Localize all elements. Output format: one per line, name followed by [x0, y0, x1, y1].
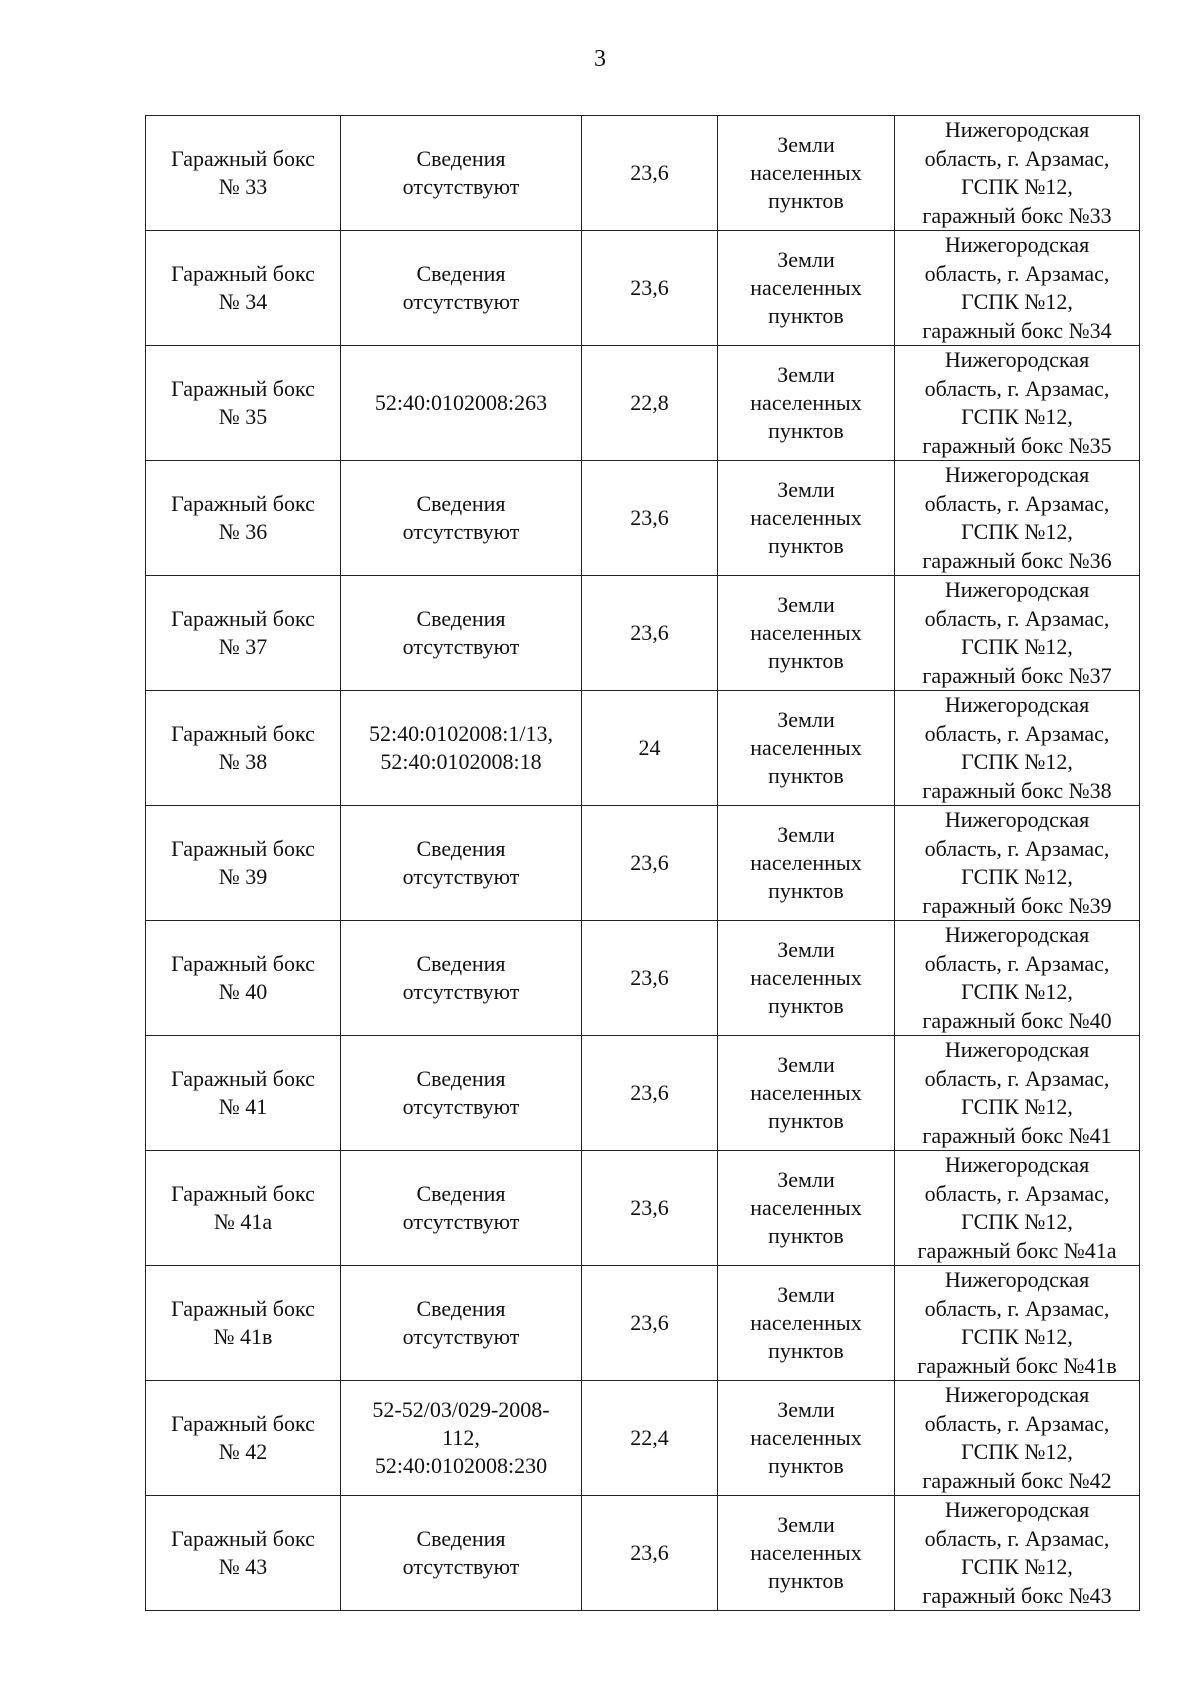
cell-address-line: ГСПК №12, [961, 519, 1073, 544]
cell-address [895, 921, 1140, 1036]
cell-area: 24 [582, 691, 718, 806]
cell-object-name-line: № 34 [218, 289, 268, 314]
cell-address-line: Нижегородская [944, 1037, 1090, 1062]
cell-object-name [146, 1036, 341, 1151]
cell-address-line: гаражный бокс №41а [917, 1237, 1117, 1263]
cell-land-category-line: населенных [750, 1425, 862, 1450]
cell-address-line: гаражный бокс №38 [922, 777, 1112, 803]
cell-land-category-line: пунктов [768, 1453, 844, 1478]
cell-land-category-line: Земли [777, 1167, 835, 1192]
cell-address-line: ГСПК №12, [961, 1439, 1073, 1464]
cell-cadastral-number-line: Сведения [416, 836, 506, 861]
cell-address [895, 576, 1140, 691]
cell-object-name [146, 461, 341, 576]
cell-address-line: область, г. Арзамас, [924, 1410, 1110, 1436]
cell-address-line: гаражный бокс №33 [922, 202, 1112, 228]
cell-address [895, 461, 1140, 576]
cell-cadastral-number-line: отсутствуют [402, 634, 520, 659]
cell-object-name-line: Гаражный бокс [171, 261, 315, 286]
cell-land-category-line: населенных [750, 735, 862, 760]
cell-object-name-line: Гаражный бокс [171, 836, 315, 861]
cell-object-name [146, 1151, 341, 1266]
cell-address-line: гаражный бокс №35 [922, 432, 1112, 458]
cell-cadastral-number-line: Сведения [416, 1066, 506, 1091]
cell-cadastral-number-line: Сведения [416, 606, 506, 631]
cell-address-line: гаражный бокс №43 [922, 1582, 1112, 1608]
table-row [146, 1266, 1140, 1381]
cell-land-category-line: пунктов [768, 1108, 844, 1133]
cell-area: 23,6 [582, 806, 718, 921]
cell-object-name [146, 116, 341, 231]
cell-land-category-line: пунктов [768, 1223, 844, 1248]
cell-land-category-line: Земли [777, 822, 835, 847]
cell-object-name-line: Гаражный бокс [171, 1066, 315, 1091]
cell-cadastral-number [341, 1036, 582, 1151]
cell-cadastral-number [341, 1266, 582, 1381]
cell-land-category-line: Земли [777, 592, 835, 617]
cell-address-line: ГСПК №12, [961, 289, 1073, 314]
table-row [146, 1151, 1140, 1266]
cell-land-category [718, 806, 895, 921]
cell-cadastral-number [341, 116, 582, 231]
cell-area: 22,8 [582, 346, 718, 461]
page-number: 3 [594, 46, 606, 72]
cell-object-name-line: № 33 [218, 174, 268, 199]
cell-object-name [146, 691, 341, 806]
cell-cadastral-number [341, 806, 582, 921]
cell-address-line: ГСПК №12, [961, 1554, 1073, 1579]
cell-address-line: гаражный бокс №34 [922, 317, 1112, 343]
cell-land-category-line: Земли [777, 132, 835, 157]
cell-land-category-line: Земли [777, 1282, 835, 1307]
cell-land-category [718, 1036, 895, 1151]
cell-address [895, 346, 1140, 461]
cell-cadastral-number-line: Сведения [416, 951, 506, 976]
cell-address-line: гаражный бокс №41 [922, 1122, 1112, 1148]
cell-object-name-line: № 42 [218, 1439, 268, 1464]
cell-object-name [146, 1496, 341, 1611]
cell-area: 23,6 [582, 461, 718, 576]
cell-address-line: Нижегородская [944, 577, 1090, 602]
cell-land-category-line: пунктов [768, 648, 844, 673]
cell-land-category-line: Земли [777, 1512, 835, 1537]
cell-object-name-line: № 41 [218, 1094, 268, 1119]
cell-address-line: ГСПК №12, [961, 1324, 1073, 1349]
cell-cadastral-number-line: отсутствуют [402, 864, 520, 889]
cell-address-line: область, г. Арзамас, [924, 375, 1110, 401]
cell-land-category [718, 346, 895, 461]
cell-object-name-line: № 38 [218, 749, 268, 774]
cell-land-category-line: пунктов [768, 533, 844, 558]
cell-object-name [146, 346, 341, 461]
cell-land-category-line: Земли [777, 937, 835, 962]
cell-land-category-line: Земли [777, 247, 835, 272]
cell-land-category [718, 116, 895, 231]
cell-area: 23,6 [582, 116, 718, 231]
cell-land-category-line: Земли [777, 1052, 835, 1077]
table-row [146, 1381, 1140, 1496]
cell-address-line: область, г. Арзамас, [924, 835, 1110, 861]
cell-address-line: Нижегородская [944, 232, 1090, 257]
cell-object-name [146, 231, 341, 346]
cell-cadastral-number-line: 52-52/03/029-2008- [372, 1397, 550, 1422]
cell-land-category-line: населенных [750, 390, 862, 415]
cell-cadastral-number-line: 52:40:0102008:18 [380, 749, 542, 774]
cell-cadastral-number-line: Сведения [416, 261, 506, 286]
cell-cadastral-number-line: отсутствуют [402, 1094, 520, 1119]
cell-object-name-line: № 40 [218, 979, 268, 1004]
cell-address [895, 1151, 1140, 1266]
cell-land-category-line: пунктов [768, 1568, 844, 1593]
cell-object-name-line: Гаражный бокс [171, 1181, 315, 1206]
cell-address-line: ГСПК №12, [961, 1094, 1073, 1119]
cell-cadastral-number-line: 52:40:0102008:1/13, [369, 721, 553, 746]
cell-land-category-line: населенных [750, 275, 862, 300]
cell-area: 23,6 [582, 1036, 718, 1151]
cell-land-category-line: населенных [750, 1080, 862, 1105]
cell-address-line: область, г. Арзамас, [924, 1295, 1110, 1321]
cell-address-line: Нижегородская [944, 462, 1090, 487]
cell-cadastral-number-line: Сведения [416, 1181, 506, 1206]
cell-address-line: ГСПК №12, [961, 404, 1073, 429]
cell-area: 23,6 [582, 1151, 718, 1266]
cell-address-line: Нижегородская [944, 807, 1090, 832]
cell-object-name-line: Гаражный бокс [171, 376, 315, 401]
cell-land-category [718, 1151, 895, 1266]
cell-cadastral-number-line: Сведения [416, 1526, 506, 1551]
cell-address-line: Нижегородская [944, 1497, 1090, 1522]
cell-object-name-line: № 39 [218, 864, 268, 889]
cell-object-name-line: № 41в [213, 1324, 273, 1349]
cell-address [895, 116, 1140, 231]
cell-land-category-line: населенных [750, 505, 862, 530]
cell-land-category [718, 691, 895, 806]
table-row [146, 921, 1140, 1036]
cell-cadastral-number [341, 231, 582, 346]
cell-land-category-line: пунктов [768, 418, 844, 443]
cell-cadastral-number-line: 52:40:0102008:263 [374, 390, 548, 415]
cell-object-name-line: Гаражный бокс [171, 951, 315, 976]
cell-address [895, 1381, 1140, 1496]
cell-land-category-line: населенных [750, 965, 862, 990]
cell-address-line: область, г. Арзамас, [924, 1065, 1110, 1091]
cell-cadastral-number-line: Сведения [416, 146, 506, 171]
cell-cadastral-number [341, 1496, 582, 1611]
cell-cadastral-number [341, 921, 582, 1036]
cell-address [895, 806, 1140, 921]
cell-address-line: гаражный бокс №40 [922, 1007, 1112, 1033]
cell-cadastral-number [341, 346, 582, 461]
cell-cadastral-number-line: отсутствуют [402, 1554, 520, 1579]
cell-object-name-line: Гаражный бокс [171, 491, 315, 516]
cell-land-category [718, 576, 895, 691]
table-row [146, 576, 1140, 691]
cell-address-line: гаражный бокс №41в [917, 1352, 1117, 1378]
cell-cadastral-number-line: отсутствуют [402, 519, 520, 544]
cell-area: 23,6 [582, 1266, 718, 1381]
cell-address-line: область, г. Арзамас, [924, 1180, 1110, 1206]
table-row [146, 806, 1140, 921]
cell-address [895, 1036, 1140, 1151]
cell-address-line: область, г. Арзамас, [924, 1525, 1110, 1551]
garage-registry-table [145, 115, 1140, 1611]
cell-land-category-line: населенных [750, 1540, 862, 1565]
cell-area: 23,6 [582, 231, 718, 346]
cell-land-category-line: пунктов [768, 303, 844, 328]
cell-cadastral-number-line: Сведения [416, 1296, 506, 1321]
cell-address-line: гаражный бокс №36 [922, 547, 1112, 573]
cell-area: 23,6 [582, 576, 718, 691]
cell-cadastral-number-line: отсутствуют [402, 289, 520, 314]
cell-land-category-line: пунктов [768, 763, 844, 788]
cell-address-line: гаражный бокс №42 [922, 1467, 1112, 1493]
cell-object-name-line: Гаражный бокс [171, 1296, 315, 1321]
cell-address-line: Нижегородская [944, 1382, 1090, 1407]
cell-land-category-line: пунктов [768, 878, 844, 903]
table-row [146, 346, 1140, 461]
cell-object-name-line: Гаражный бокс [171, 606, 315, 631]
cell-area: 23,6 [582, 1496, 718, 1611]
cell-land-category-line: пунктов [768, 993, 844, 1018]
cell-address-line: Нижегородская [944, 692, 1090, 717]
cell-object-name [146, 921, 341, 1036]
cell-land-category-line: населенных [750, 160, 862, 185]
cell-cadastral-number-line: отсутствуют [402, 1209, 520, 1234]
table-row [146, 1036, 1140, 1151]
cell-land-category-line: Земли [777, 707, 835, 732]
cell-area: 23,6 [582, 921, 718, 1036]
cell-address-line: область, г. Арзамас, [924, 260, 1110, 286]
cell-address-line: область, г. Арзамас, [924, 605, 1110, 631]
cell-land-category-line: пунктов [768, 1338, 844, 1363]
cell-cadastral-number-line: отсутствуют [402, 1324, 520, 1349]
cell-area: 22,4 [582, 1381, 718, 1496]
cell-address-line: Нижегородская [944, 1152, 1090, 1177]
table-body [146, 116, 1140, 1611]
cell-land-category-line: населенных [750, 850, 862, 875]
table-row [146, 231, 1140, 346]
cell-object-name [146, 806, 341, 921]
cell-address-line: Нижегородская [944, 922, 1090, 947]
cell-address [895, 691, 1140, 806]
cell-object-name-line: № 43 [218, 1554, 268, 1579]
cell-object-name-line: Гаражный бокс [171, 1526, 315, 1551]
cell-land-category [718, 921, 895, 1036]
cell-land-category-line: пунктов [768, 188, 844, 213]
cell-address-line: область, г. Арзамас, [924, 720, 1110, 746]
cell-address-line: гаражный бокс №39 [922, 892, 1112, 918]
cell-cadastral-number-line: Сведения [416, 491, 506, 516]
cell-land-category [718, 461, 895, 576]
cell-cadastral-number [341, 1151, 582, 1266]
cell-address-line: область, г. Арзамас, [924, 950, 1110, 976]
cell-object-name-line: № 35 [218, 404, 268, 429]
cell-address-line: Нижегородская [944, 347, 1090, 372]
cell-address-line: Нижегородская [944, 1267, 1090, 1292]
cell-cadastral-number [341, 1381, 582, 1496]
cell-land-category-line: населенных [750, 1310, 862, 1335]
cell-cadastral-number-line: 112, [442, 1425, 480, 1450]
cell-land-category-line: Земли [777, 1397, 835, 1422]
cell-land-category-line: Земли [777, 362, 835, 387]
cell-object-name-line: № 41а [213, 1209, 273, 1234]
cell-address [895, 231, 1140, 346]
cell-land-category-line: населенных [750, 1195, 862, 1220]
cell-cadastral-number [341, 461, 582, 576]
cell-object-name-line: Гаражный бокс [171, 721, 315, 746]
cell-land-category [718, 1266, 895, 1381]
cell-object-name [146, 1266, 341, 1381]
cell-address [895, 1496, 1140, 1611]
cell-address-line: область, г. Арзамас, [924, 145, 1110, 171]
cell-address-line: ГСПК №12, [961, 979, 1073, 1004]
cell-land-category-line: Земли [777, 477, 835, 502]
cell-cadastral-number [341, 691, 582, 806]
cell-address [895, 1266, 1140, 1381]
cell-cadastral-number-line: отсутствуют [402, 979, 520, 1004]
cell-object-name-line: № 37 [218, 634, 268, 659]
cell-address-line: ГСПК №12, [961, 864, 1073, 889]
cell-land-category [718, 231, 895, 346]
cell-address-line: ГСПК №12, [961, 174, 1073, 199]
cell-cadastral-number-line: отсутствуют [402, 174, 520, 199]
cell-address-line: ГСПК №12, [961, 634, 1073, 659]
cell-object-name-line: Гаражный бокс [171, 146, 315, 171]
cell-object-name-line: Гаражный бокс [171, 1411, 315, 1436]
cell-object-name [146, 1381, 341, 1496]
cell-land-category-line: населенных [750, 620, 862, 645]
cell-object-name [146, 576, 341, 691]
cell-land-category [718, 1496, 895, 1611]
cell-address-line: ГСПК №12, [961, 749, 1073, 774]
cell-cadastral-number [341, 576, 582, 691]
table-row [146, 461, 1140, 576]
table-row [146, 116, 1140, 231]
table-row [146, 691, 1140, 806]
cell-address-line: Нижегородская [944, 117, 1090, 142]
cell-address-line: ГСПК №12, [961, 1209, 1073, 1234]
cell-address-line: гаражный бокс №37 [922, 662, 1112, 688]
table-row [146, 1496, 1140, 1611]
cell-address-line: область, г. Арзамас, [924, 490, 1110, 516]
cell-land-category [718, 1381, 895, 1496]
cell-cadastral-number-line: 52:40:0102008:230 [374, 1453, 548, 1478]
cell-object-name-line: № 36 [218, 519, 268, 544]
